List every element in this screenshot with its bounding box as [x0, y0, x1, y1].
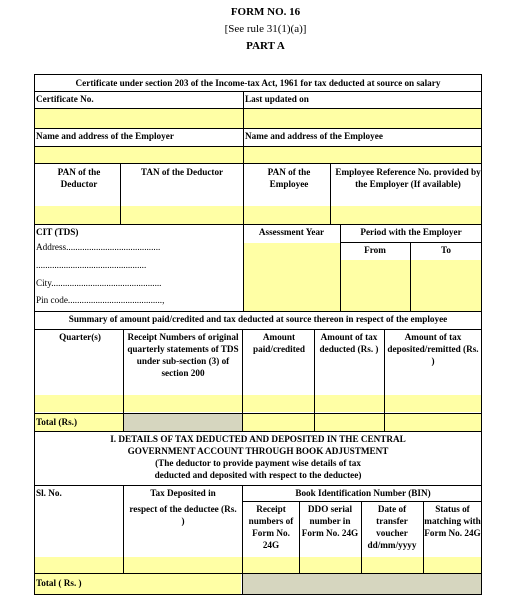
form16-part-a	[34, 74, 482, 595]
col-tax-deposited-bottom: respect of the deductee (Rs. )	[129, 504, 237, 526]
form-number: FORM NO. 16	[230, 6, 301, 18]
tan-deductor-field[interactable]	[121, 206, 243, 224]
section1-total-label: Total ( Rs. )	[36, 578, 82, 588]
last-updated-field[interactable]	[244, 108, 481, 128]
pan-deductor-label: PAN of the Deductor	[57, 167, 101, 189]
rule-reference: [See rule 31(1)(a)]	[224, 23, 307, 35]
certificate-title: Certificate under section 203 of the Income-tax Act, 1961 for tax deducted at source on salary	[75, 78, 441, 88]
section1-subheading-line2: deducted and deposited with respect to the deductee)	[154, 470, 362, 480]
employee-reference-label: Employee Reference No. provided by the Employer (If available)	[335, 167, 481, 189]
col-date-voucher: Date of transfer voucher dd/mm/yyyy	[367, 504, 417, 550]
col-amount-paid: Amount paid/credited	[253, 332, 305, 354]
section1-row-1[interactable]	[35, 557, 481, 573]
tan-deductor-label: TAN of the Deductor	[140, 167, 224, 177]
period-to-label: To	[441, 245, 451, 255]
summary-row-1[interactable]	[35, 395, 481, 412]
employee-reference-field[interactable]	[331, 206, 481, 224]
last-updated-label: Last updated on	[245, 94, 309, 104]
certificate-no-field[interactable]	[35, 108, 243, 128]
col-status-matching: Status of matching with Form No. 24G	[424, 504, 481, 538]
employer-name-label: Name and address of the Employer	[36, 131, 174, 141]
section1-subheading-line1: (The deductor to provide payment wise details of tax	[155, 458, 361, 468]
period-from-field[interactable]	[341, 260, 410, 311]
col-sl-no: Sl. No.	[36, 488, 62, 498]
cit-label: CIT (TDS)	[36, 227, 79, 237]
col-tax-deposited-top: Tax Deposited in	[150, 488, 216, 498]
section1-total-bin-cell	[242, 574, 481, 594]
period-from-label: From	[364, 245, 386, 255]
period-to-field[interactable]	[411, 260, 481, 311]
period-label: Period with the Employer	[360, 227, 462, 237]
col-tax-deducted: Amount of tax deducted (Rs. )	[319, 332, 379, 354]
cit-address-continued: ................................................	[36, 260, 147, 270]
employee-name-field[interactable]	[244, 146, 481, 163]
col-receipt-24g: Receipt numbers of Form No. 24G	[248, 504, 294, 550]
assessment-year-field[interactable]	[244, 243, 340, 311]
cit-address: Address.........................................	[36, 242, 161, 252]
col-bin: Book Identification Number (BIN)	[295, 488, 431, 498]
section1-heading-line2: GOVERNMENT ACCOUNT THROUGH BOOK ADJUSTMENT	[127, 446, 389, 456]
pan-deductor-field[interactable]	[35, 206, 120, 224]
certificate-no-label: Certificate No.	[36, 94, 94, 104]
summary-total-receipt-cell	[124, 414, 242, 431]
col-tax-deposited: Amount of tax deposited/remitted (Rs. )	[387, 332, 479, 366]
col-ddo-serial: DDO serial number in Form No. 24G	[301, 504, 359, 538]
col-quarter: Quarter(s)	[59, 332, 101, 342]
cit-city: City................................................	[36, 278, 162, 288]
pan-employee-label: PAN of the Employee	[267, 167, 311, 189]
summary-total-label: Total (Rs.)	[36, 417, 78, 427]
section1-heading-line1: I. DETAILS OF TAX DEDUCTED AND DEPOSITED IN THE CENTRAL	[110, 434, 406, 444]
col-receipt-numbers: Receipt Numbers of original quarterly statements of TDS under sub-section (3) of section 200	[127, 332, 239, 378]
pan-employee-field[interactable]	[244, 206, 330, 224]
employer-name-field[interactable]	[35, 146, 243, 163]
part-label: PART A	[246, 40, 285, 52]
summary-title: Summary of amount paid/credited and tax deducted at source thereon in respect of the employee	[68, 314, 448, 324]
employee-name-label: Name and address of the Employee	[245, 131, 383, 141]
cit-pin-code: Pin code.........................................,	[36, 295, 165, 305]
assessment-year-label: Assessment Year	[258, 227, 325, 237]
